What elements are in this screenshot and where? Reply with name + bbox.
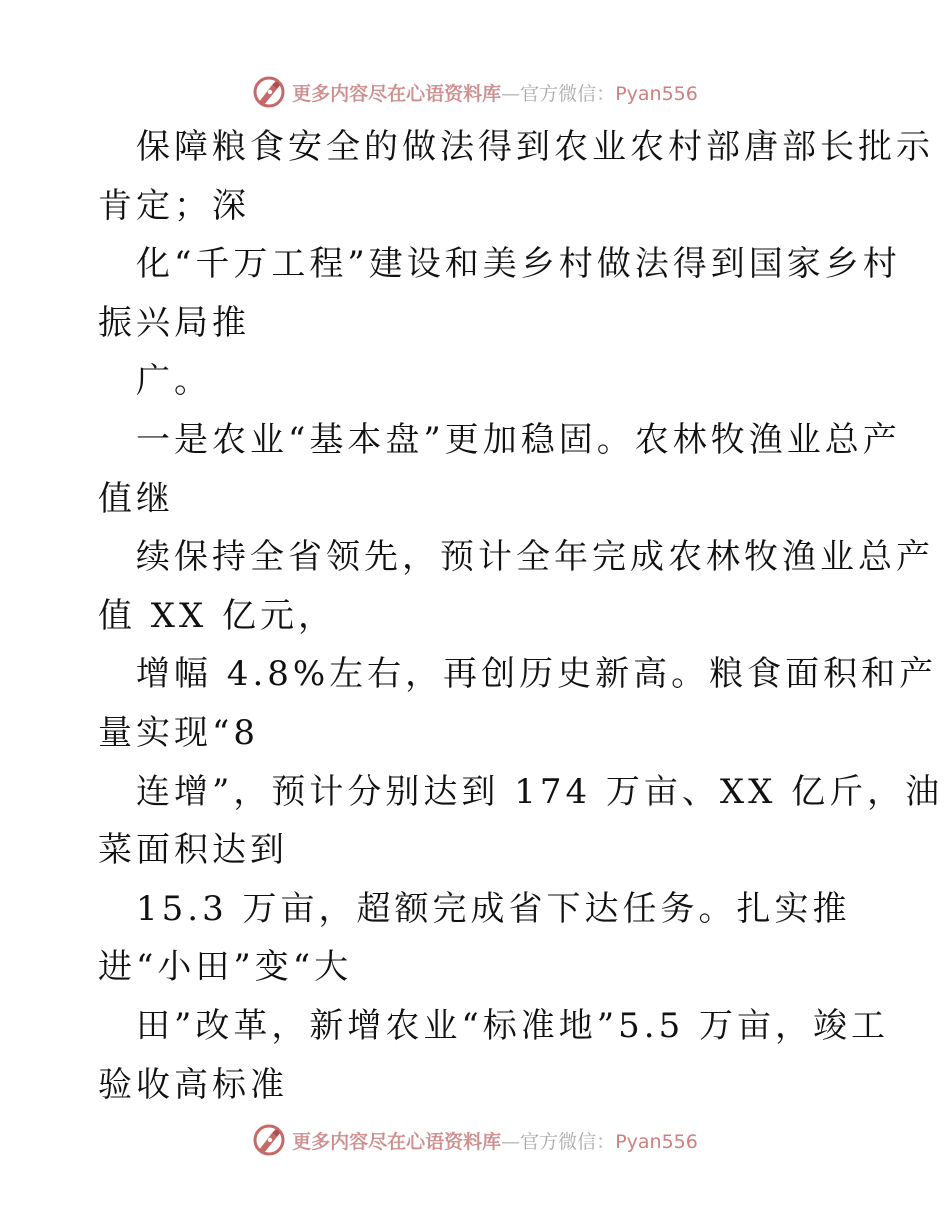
watermark-wechat-label: 官方微信： <box>520 1130 616 1153</box>
pen-nib-logo-icon <box>252 1123 286 1157</box>
watermark-wechat-id: Pyan556 <box>615 82 698 105</box>
text-line: 增幅 4.8%左右，再创历史新高。粮食面积和产 <box>136 654 938 695</box>
watermark-wechat-id: Pyan556 <box>615 1130 698 1153</box>
watermark-brand: 更多内容尽在心语资料库 <box>292 1130 502 1153</box>
text-line: 15.3 万亩，超额完成省下达任务。扎实推 <box>136 888 851 929</box>
text-line: 值 XX 亿元， <box>98 595 337 636</box>
watermark-separator: — <box>501 1130 521 1153</box>
watermark-wechat-label: 官方微信： <box>520 82 616 105</box>
text-line: 广。 <box>136 361 212 402</box>
text-line: 振兴局推 <box>98 302 250 343</box>
text-line: 田”改革，新增农业“标准地”5.5 万亩，竣工 <box>136 1005 890 1046</box>
document-body <box>98 118 944 1114</box>
text-line: 一是农业“基本盘”更加稳固。农林牧渔业总产 <box>136 419 901 460</box>
text-line: 续保持全省领先，预计全年完成农林牧渔业总产 <box>136 537 934 578</box>
watermark-text <box>292 79 698 106</box>
text-line: 验收高标准 <box>98 1064 288 1105</box>
watermark-separator: — <box>501 82 521 105</box>
watermark-text <box>292 1127 698 1154</box>
header-watermark <box>0 72 950 112</box>
text-line: 化“千万工程”建设和美乡村做法得到国家乡村 <box>136 244 901 285</box>
text-line: 进“小田”变“大 <box>98 947 353 988</box>
text-line: 连增”，预计分别达到 174 万亩、XX 亿斤，油 <box>136 771 944 812</box>
text-line: 保障粮食安全的做法得到农业农村部唐部长批示 <box>136 127 934 167</box>
text-line: 菜面积达到 <box>98 830 288 871</box>
text-line: 值继 <box>98 478 174 519</box>
watermark-brand: 更多内容尽在心语资料库 <box>292 82 502 105</box>
footer-watermark <box>0 1120 950 1160</box>
pen-nib-logo-icon <box>252 75 286 109</box>
text-line: 肯定；深 <box>98 185 250 226</box>
text-line: 量实现“8 <box>98 712 260 753</box>
